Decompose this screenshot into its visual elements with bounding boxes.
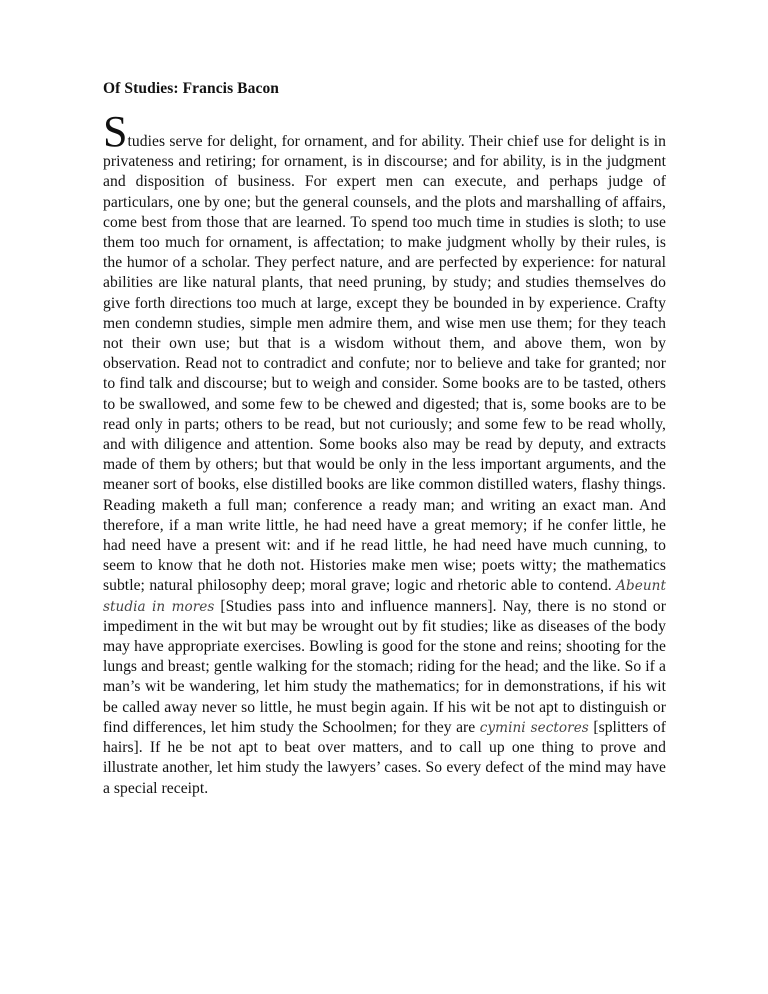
essay-text-segment: [splitters of hairs]. If he be not apt to beat over matters, and to call up one thing to prove and illustrate another, let him study the lawyers’ cases. So every defect of the mind may have a special receipt. (103, 718, 666, 797)
document-page (103, 79, 666, 799)
latin-phrase: Abeunt studia in mores (103, 578, 666, 615)
drop-cap: S (103, 107, 128, 156)
essay-body (103, 107, 666, 799)
page-title: Of Studies: Francis Bacon (103, 80, 280, 97)
essay-text-segment: tudies serve for delight, for ornament, and for ability. Their chief use for delight is in privateness and retiring; for ornament, is in discourse; and for ability, is in the judgment and disposition of business. For expert men can execute, and perhaps judge of particulars, one by one; but the general counsels, and the plots and marshalling of affairs, come best from those that are learned. To spend too much time in studies is sloth; to use them too much for ornament, is affectation; to make judgment wholly by their rules, is the humor of a scholar. They perfect nature, and are perfected by experience: for natural abilities are like natural plants, that need pruning, by study; and studies themselves do give forth directions too much at large, except they be bounded in by experience. Crafty men condemn studies, simple men admire them, and wise men use them; for they teach not their own use; but that is a wisdom without them, and above them, won by observation. Read not to contradict and confute; nor to believe and take for granted; nor to find talk and discourse; but to weigh and consider. Some books are to be tasted, others to be swallowed, and some few to be chewed and digested; that is, some books are to be read only in parts; others to be read, but not curiously; and some few to be read wholly, and with diligence and attention. Some books also may be read by deputy, and extracts made of them by others; but that would be only in the less important arguments, and the meaner sort of books, else distilled books are like common distilled waters, flashy things. Reading maketh a full man; conference a ready man; and writing an exact man. And therefore, if a man write little, he had need have a great memory; if he confer little, he had need have a present wit: and if he read little, he had need have much cunning, to seem to know that he doth not. Histories make men wise; poets witty; the mathematics subtle; natural philosophy deep; moral grave; logic and rhetoric able to contend. (103, 133, 666, 595)
essay-text-segment: [Studies pass into and influence manners]. Nay, there is no stond or impediment in the wit but may be wrought out by fit studies; like as diseases of the body may have appropriate exercises. Bowling is good for the stone and reins; shooting for the lungs and breast; gentle walking for the stomach; riding for the head; and the like. So if a man’s wit be wandering, let him study the mathematics; for in demonstrations, if his wit be called away never so little, he must begin again. If his wit be not apt to distinguish or find differences, let him study the Schoolmen; for they are (103, 597, 666, 736)
latin-phrase: cymini sectores (479, 719, 589, 736)
